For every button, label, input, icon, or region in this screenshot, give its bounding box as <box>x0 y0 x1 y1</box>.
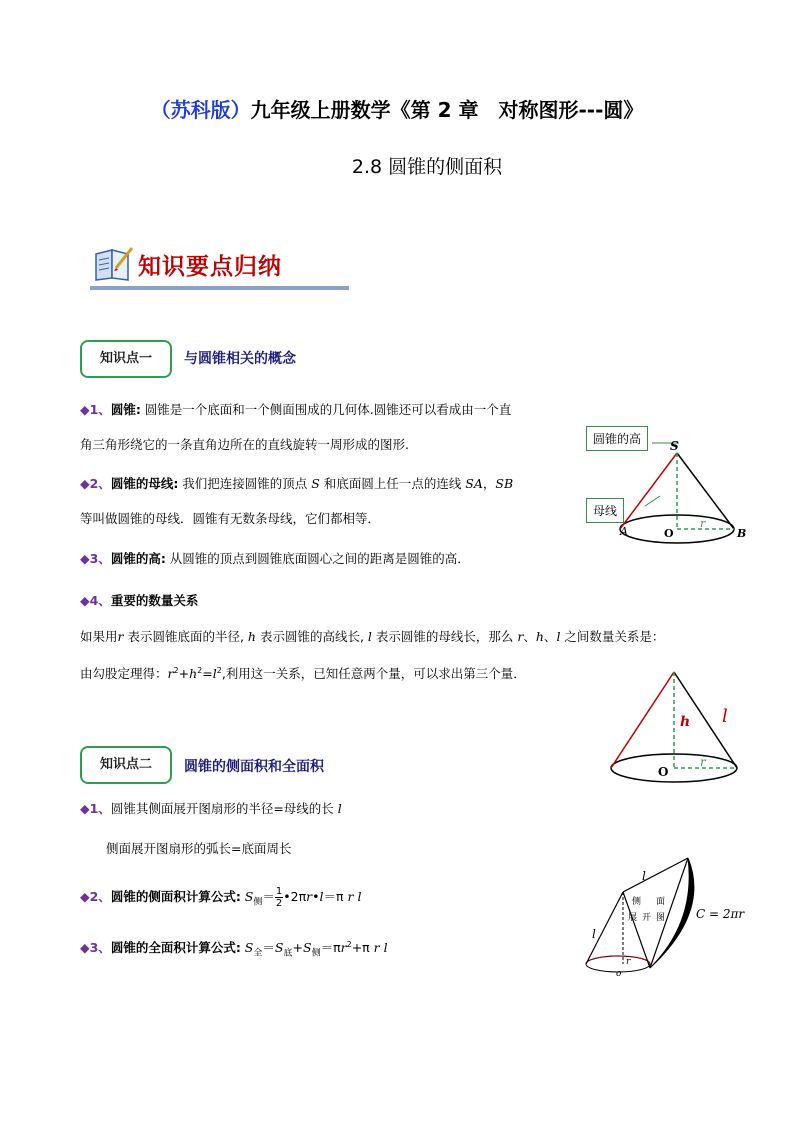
banner-underline <box>90 286 349 290</box>
plus: + <box>178 666 190 682</box>
exponent: 2 <box>197 666 203 675</box>
publisher-label: （苏科版） <box>150 98 251 122</box>
equals: ＝ <box>262 889 275 904</box>
text: 表示圆锥的母线长，那么 <box>371 629 518 644</box>
lesson-subtitle: 2.8 圆锥的侧面积 <box>351 156 503 178</box>
knowledge-point-2-title: 圆锥的侧面积和全面积 <box>184 759 324 775</box>
var-r: r <box>517 629 524 644</box>
var-h: h <box>535 629 544 644</box>
var-l: l <box>337 801 342 816</box>
book-pencil-icon <box>92 244 136 284</box>
dot: • <box>312 889 320 904</box>
comma: ， <box>482 476 496 491</box>
item-prefix: ◆3、 <box>80 551 111 566</box>
item-lateral-area-formula <box>80 886 361 912</box>
term-lateral-area: 圆锥的侧面积计算公式: <box>110 889 241 904</box>
subscript-total: 全 <box>253 948 263 959</box>
var-s: S <box>311 476 320 491</box>
var-s: S <box>244 940 254 956</box>
subscript-side: 侧 <box>253 897 263 908</box>
exponent: 2 <box>173 666 179 675</box>
var-sa: SA <box>465 476 483 491</box>
text: 表示圆锥底面的半径, <box>123 629 248 644</box>
net-base-back-dashed <box>586 956 650 964</box>
var-s: S <box>302 940 312 956</box>
text: 表示圆锥的高线长, <box>255 629 368 644</box>
label-o: O <box>664 527 674 540</box>
net-text-figure: 图 <box>656 913 666 923</box>
plus: + <box>292 940 303 956</box>
item-prefix: ◆1、 <box>80 402 111 417</box>
subscript-base: 底 <box>283 948 293 959</box>
item-total-area-formula <box>80 936 388 963</box>
cone-definition-line1: 圆锥是一个底面和一个侧面围成的几何体.圆锥还可以看成由一个直 <box>140 402 512 417</box>
label-s: S <box>670 439 679 453</box>
item-quantity-relation <box>80 592 198 610</box>
banner-title: 知识要点归纳 <box>138 253 282 280</box>
equals: = <box>202 666 213 682</box>
term-generatrix: 圆锥的母线: <box>110 476 179 491</box>
sector-arc-text: 侧面展开图扇形的弧长=底面周长 <box>106 841 292 856</box>
var-s: S <box>274 940 284 956</box>
item-prefix: ◆2、 <box>80 476 111 491</box>
item-prefix: ◆3、 <box>80 940 111 956</box>
subscript-side: 侧 <box>311 948 321 959</box>
equals-pi: ＝π <box>323 889 348 904</box>
label-h: h <box>680 714 691 730</box>
term-cone: 圆锥: <box>110 402 141 417</box>
height-definition: 从圆锥的顶点到圆锥底面圆心之间的距离是圆锥的高． <box>165 551 470 566</box>
label-r: r <box>700 517 706 530</box>
text: 、 <box>543 629 557 644</box>
var-h: h <box>247 629 256 644</box>
term-relation: 重要的数量关系 <box>110 593 199 608</box>
text: 如果用 <box>80 629 118 644</box>
callout-cone-height: 圆锥的高 <box>586 426 648 451</box>
text: 由勾股定理得： <box>80 666 168 682</box>
item-prefix: ◆1、 <box>80 801 111 816</box>
cone-right-edge <box>677 453 734 529</box>
term-height: 圆锥的高: <box>110 551 166 566</box>
var-r: r <box>340 940 347 956</box>
net-text-side: 侧 <box>632 897 642 907</box>
knowledge-point-2-box: 知识点二 <box>80 746 172 784</box>
callout-generatrix-leader <box>645 496 660 506</box>
relation-line2 <box>80 662 526 683</box>
var-r: r <box>373 940 380 956</box>
text: 、 <box>523 629 536 644</box>
label-b: B <box>737 527 747 540</box>
exponent: 2 <box>346 940 352 949</box>
text: 之间数量关系是： <box>560 629 665 644</box>
item-generatrix <box>80 475 513 493</box>
item-cone-definition <box>80 401 511 419</box>
knowledge-point-1-box: 知识点一 <box>80 340 172 378</box>
label-r: r <box>626 957 631 967</box>
item-sector-radius <box>80 800 342 818</box>
cone-net-figure <box>578 852 748 982</box>
var-s: S <box>244 889 254 904</box>
denominator: 2 <box>275 898 283 909</box>
cone-figure-1 <box>600 436 760 546</box>
generatrix-text-a: 我们把连接圆锥的顶点 <box>178 476 312 491</box>
document-title <box>0 94 794 123</box>
title-text: 九年级上册数学《第 2 章 对称图形---圆》 <box>250 98 644 122</box>
knowledge-point-1-title: 与圆锥相关的概念 <box>184 351 296 367</box>
var-r: r <box>347 889 354 904</box>
formula-part: •2π <box>283 889 307 904</box>
net-text-unfold1: 展 <box>628 913 638 923</box>
var-l: l <box>353 889 362 904</box>
equals: ＝ <box>262 940 275 956</box>
term-total-area: 圆锥的全面积计算公式: <box>110 940 241 956</box>
equals-pi: ＝π <box>320 940 341 956</box>
cone-figure-2 <box>610 664 750 786</box>
var-l: l <box>379 940 388 956</box>
var-r: r <box>306 889 313 904</box>
generatrix-text-b: 和底面圆上任一点的连线 <box>319 476 466 491</box>
generatrix-line2: 等叫做圆锥的母线．圆锥有无数条母线，它们都相等． <box>80 511 381 526</box>
var-l: l <box>556 629 561 644</box>
net-text-face: 面 <box>656 897 666 907</box>
var-sb: SB <box>495 476 514 491</box>
net-text-unfold2: 开 <box>642 913 652 923</box>
cone-definition-line2: 角三角形绕它的一条直角边所在的直线旋转一周形成的图形. <box>80 437 409 452</box>
var-r: r <box>117 629 124 644</box>
label-l-left: l <box>592 927 596 941</box>
label-l: l <box>722 706 728 727</box>
var-h: h <box>189 666 198 682</box>
var-r: r <box>167 666 174 682</box>
var-l: l <box>319 889 324 904</box>
plus-pi: +π <box>351 940 374 956</box>
relation-line1 <box>80 628 664 646</box>
callout-generatrix: 母线 <box>586 498 624 523</box>
sector-radius-text: 圆锥其侧面展开图扇形的半径=母线的长 <box>110 801 338 816</box>
cone-generatrix-sa <box>620 453 677 529</box>
label-o: o <box>616 969 622 979</box>
exponent: 2 <box>216 666 222 675</box>
item-prefix: ◆4、 <box>80 593 111 608</box>
item-prefix: ◆2、 <box>80 889 111 904</box>
label-o: O <box>658 765 669 779</box>
label-circumference: C = 2πr <box>696 907 745 921</box>
item-height <box>80 550 470 568</box>
text: ,利用这一关系，已知任意两个量，可以求出第三个量． <box>221 666 526 682</box>
label-l-top: l <box>642 869 646 883</box>
numerator: 1 <box>275 886 283 897</box>
label-a: A <box>620 525 628 538</box>
var-l: l <box>367 629 372 644</box>
label-r: r <box>700 755 706 769</box>
var-l: l <box>212 666 217 682</box>
